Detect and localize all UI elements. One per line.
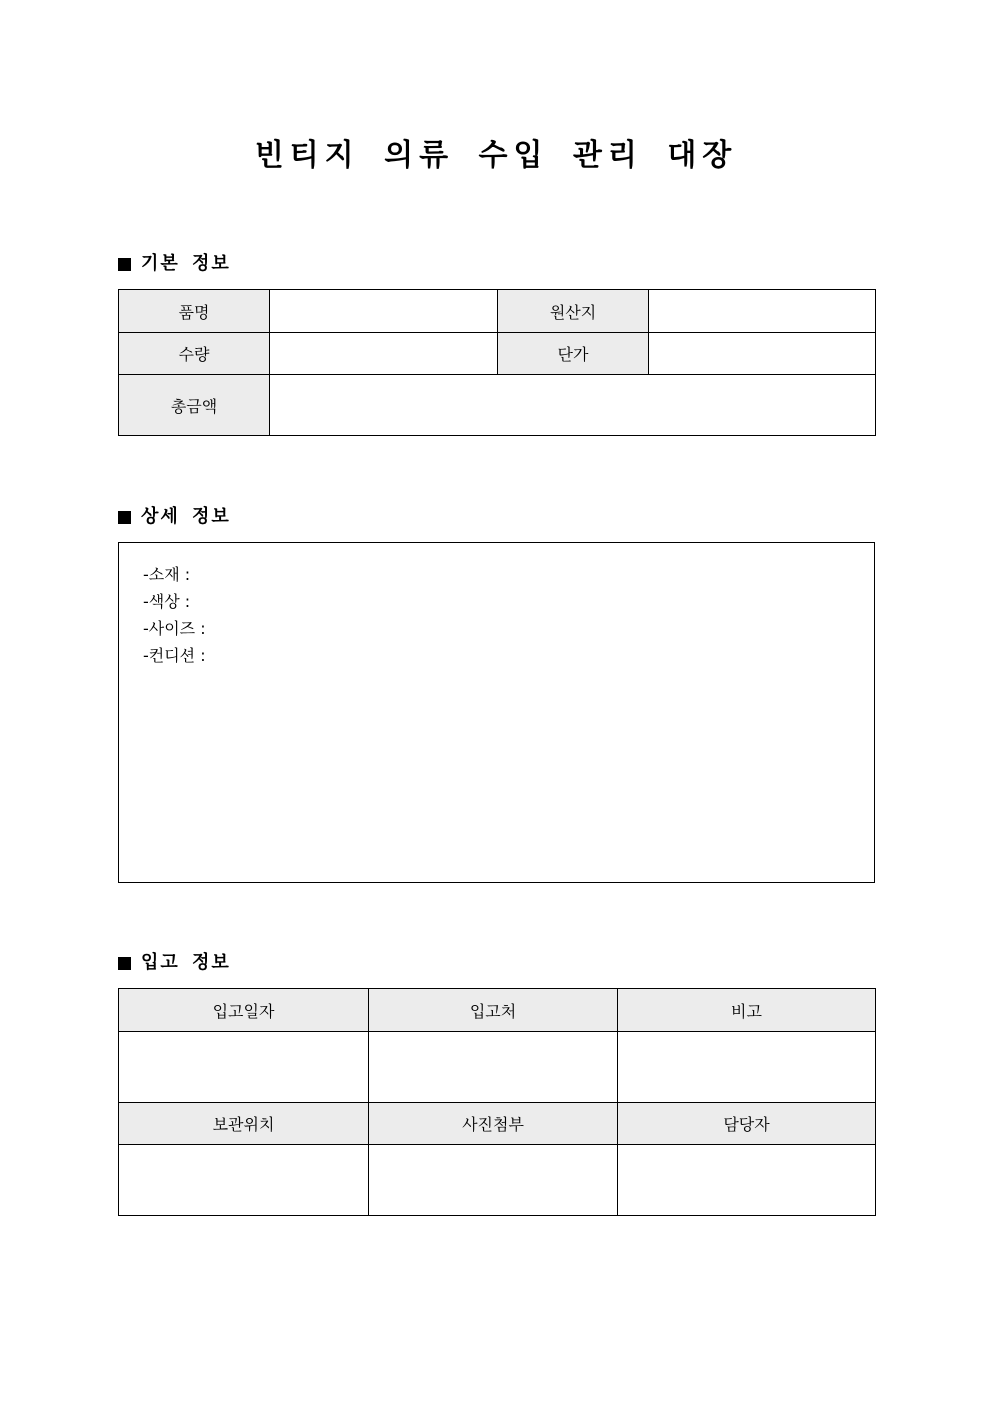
- supplier-label: 입고처: [369, 989, 618, 1032]
- table-row: [119, 290, 876, 333]
- photo-attachment-label: 사진첨부: [369, 1103, 618, 1145]
- total-amount-label: 총금액: [119, 375, 270, 436]
- receiving-date-field[interactable]: [119, 1032, 369, 1103]
- square-bullet-icon: [118, 511, 131, 524]
- person-in-charge-label: 담당자: [618, 1103, 876, 1145]
- detail-info-heading: [118, 505, 231, 529]
- total-amount-field[interactable]: [270, 375, 876, 436]
- condition-line: -컨디션 :: [143, 646, 206, 665]
- quantity-label: 수량: [119, 333, 270, 375]
- table-row: [119, 1032, 876, 1103]
- receiving-info-heading: [118, 951, 231, 975]
- photo-attachment-field[interactable]: [369, 1145, 618, 1216]
- storage-location-field[interactable]: [119, 1145, 369, 1216]
- material-line: -소재 :: [143, 565, 191, 584]
- origin-label: 원산지: [498, 290, 649, 333]
- quantity-field[interactable]: [270, 333, 498, 375]
- receiving-info-heading-text: 입고 정보: [141, 952, 231, 973]
- table-row: [119, 1145, 876, 1216]
- receiving-info-table: [118, 988, 876, 1216]
- table-row: [119, 333, 876, 375]
- remarks-field[interactable]: [618, 1032, 876, 1103]
- basic-info-heading: [118, 252, 231, 276]
- size-line: -사이즈 :: [143, 619, 206, 638]
- square-bullet-icon: [118, 258, 131, 271]
- item-name-field[interactable]: [270, 290, 498, 333]
- square-bullet-icon: [118, 957, 131, 970]
- remarks-label: 비고: [618, 989, 876, 1032]
- storage-location-label: 보관위치: [119, 1103, 369, 1145]
- person-in-charge-field[interactable]: [618, 1145, 876, 1216]
- table-row: [119, 375, 876, 436]
- origin-field[interactable]: [649, 290, 876, 333]
- basic-info-heading-text: 기본 정보: [141, 253, 231, 274]
- basic-info-table: [118, 289, 876, 436]
- receiving-date-label: 입고일자: [119, 989, 369, 1032]
- document-title: 빈티지 의류 수입 관리 대장: [254, 138, 738, 173]
- item-name-label: 품명: [119, 290, 270, 333]
- table-row: [119, 989, 876, 1032]
- color-line: -색상 :: [143, 592, 191, 611]
- detail-info-box[interactable]: [118, 542, 875, 883]
- unit-price-label: 단가: [498, 333, 649, 375]
- detail-info-heading-text: 상세 정보: [141, 506, 231, 527]
- unit-price-field[interactable]: [649, 333, 876, 375]
- supplier-field[interactable]: [369, 1032, 618, 1103]
- table-row: [119, 1103, 876, 1145]
